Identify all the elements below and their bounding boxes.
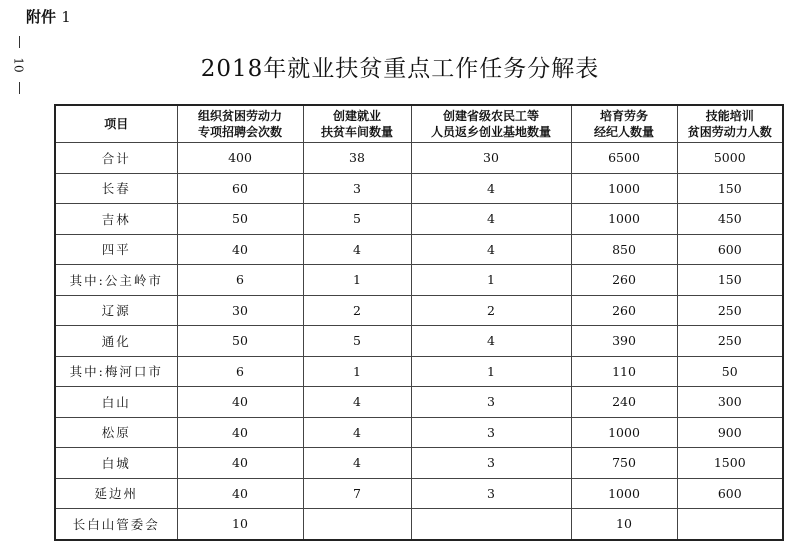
column-header-line1: 技能培训 <box>705 109 754 123</box>
task-table <box>54 104 784 541</box>
row-label: 其中:公主岭市 <box>55 265 177 296</box>
row-label: 辽源 <box>55 295 177 326</box>
table-cell: 260 <box>571 265 677 296</box>
annex-label <box>26 6 71 27</box>
table-cell: 4 <box>411 204 571 235</box>
table-cell: 40 <box>177 387 303 418</box>
table-cell: 1 <box>411 356 571 387</box>
column-header-line1: 创建就业 <box>332 109 381 123</box>
table-cell: 40 <box>177 234 303 265</box>
table-cell: 3 <box>303 173 411 204</box>
table-cell: 390 <box>571 326 677 357</box>
table-cell: 250 <box>677 326 783 357</box>
column-header-line1: 创建省级农民工等 <box>442 109 539 123</box>
table-row <box>55 143 783 174</box>
table-cell: 38 <box>303 143 411 174</box>
column-header <box>571 105 677 143</box>
row-label: 通化 <box>55 326 177 357</box>
table-row <box>55 478 783 509</box>
column-header <box>677 105 783 143</box>
table-cell: 1500 <box>677 448 783 479</box>
table-cell: 1 <box>411 265 571 296</box>
row-label: 长春 <box>55 173 177 204</box>
table-cell: 150 <box>677 265 783 296</box>
page-dash-top <box>19 36 20 48</box>
table-cell: 50 <box>677 356 783 387</box>
table-cell <box>411 509 571 540</box>
table-cell: 4 <box>303 234 411 265</box>
row-label: 其中:梅河口市 <box>55 356 177 387</box>
row-label: 吉林 <box>55 204 177 235</box>
table-cell: 4 <box>411 326 571 357</box>
table-cell: 1000 <box>571 204 677 235</box>
column-header-line2: 贫困劳动力人数 <box>687 125 772 139</box>
table-cell: 1000 <box>571 478 677 509</box>
column-header <box>177 105 303 143</box>
annex-number: 1 <box>61 8 71 26</box>
table-row <box>55 417 783 448</box>
table-cell: 50 <box>177 326 303 357</box>
row-label: 白山 <box>55 387 177 418</box>
table-cell: 5000 <box>677 143 783 174</box>
table-cell: 6 <box>177 265 303 296</box>
column-header-line1: 组织贫困劳动力 <box>197 109 282 123</box>
table-row <box>55 387 783 418</box>
column-header-line1: 培育劳务 <box>599 109 648 123</box>
table-cell: 50 <box>177 204 303 235</box>
table-cell: 5 <box>303 204 411 235</box>
table-cell: 30 <box>411 143 571 174</box>
table-cell: 2 <box>303 295 411 326</box>
table-cell: 60 <box>177 173 303 204</box>
table-cell: 600 <box>677 478 783 509</box>
table-cell: 260 <box>571 295 677 326</box>
table-cell: 3 <box>411 387 571 418</box>
table-cell: 110 <box>571 356 677 387</box>
table-cell: 6 <box>177 356 303 387</box>
column-header <box>411 105 571 143</box>
table-cell: 750 <box>571 448 677 479</box>
column-header-line2: 人员返乡创业基地数量 <box>430 125 551 139</box>
table-header <box>55 105 783 143</box>
table-cell: 240 <box>571 387 677 418</box>
row-label: 延边州 <box>55 478 177 509</box>
table-body <box>55 143 783 540</box>
table-cell: 30 <box>177 295 303 326</box>
table-cell: 1000 <box>571 173 677 204</box>
table-row <box>55 204 783 235</box>
table-cell: 4 <box>303 448 411 479</box>
header-row <box>55 105 783 143</box>
table-cell: 250 <box>677 295 783 326</box>
table-cell: 10 <box>177 509 303 540</box>
table-cell: 450 <box>677 204 783 235</box>
table-cell: 10 <box>571 509 677 540</box>
column-header <box>55 105 177 143</box>
table-cell: 1000 <box>571 417 677 448</box>
table-cell: 900 <box>677 417 783 448</box>
table-cell <box>677 509 783 540</box>
table-cell: 40 <box>177 478 303 509</box>
table-row <box>55 173 783 204</box>
table-row <box>55 509 783 540</box>
table-cell: 1 <box>303 356 411 387</box>
row-label: 松原 <box>55 417 177 448</box>
table-cell: 4 <box>411 173 571 204</box>
table-cell: 2 <box>411 295 571 326</box>
page-title: 2018年就业扶贫重点工作任务分解表 <box>200 56 600 82</box>
table-cell: 4 <box>303 417 411 448</box>
row-label: 长白山管委会 <box>55 509 177 540</box>
table-cell: 3 <box>411 478 571 509</box>
table-cell: 3 <box>411 448 571 479</box>
table-cell: 4 <box>411 234 571 265</box>
table-cell: 600 <box>677 234 783 265</box>
table-row <box>55 234 783 265</box>
table-row <box>55 265 783 296</box>
table-cell: 6500 <box>571 143 677 174</box>
table-cell: 40 <box>177 448 303 479</box>
table-cell: 300 <box>677 387 783 418</box>
table-row <box>55 295 783 326</box>
table-cell: 850 <box>571 234 677 265</box>
column-header-line2: 经纪人数量 <box>593 125 654 139</box>
page-number: 10 <box>12 57 26 73</box>
annex-text: 附件 <box>26 8 57 26</box>
table-cell: 7 <box>303 478 411 509</box>
table-cell: 1 <box>303 265 411 296</box>
table-cell <box>303 509 411 540</box>
table-cell: 40 <box>177 417 303 448</box>
table-cell: 3 <box>411 417 571 448</box>
table-cell: 150 <box>677 173 783 204</box>
row-label: 白城 <box>55 448 177 479</box>
column-header-line2: 专项招聘会次数 <box>197 125 282 139</box>
table-row <box>55 356 783 387</box>
row-label: 合计 <box>55 143 177 174</box>
column-header-line1: 项目 <box>104 117 129 131</box>
table-row <box>55 448 783 479</box>
row-label: 四平 <box>55 234 177 265</box>
table-cell: 400 <box>177 143 303 174</box>
table-cell: 4 <box>303 387 411 418</box>
table-cell: 5 <box>303 326 411 357</box>
column-header <box>303 105 411 143</box>
page-dash-bottom <box>19 82 20 94</box>
column-header-line2: 扶贫车间数量 <box>320 125 393 139</box>
table-row <box>55 326 783 357</box>
